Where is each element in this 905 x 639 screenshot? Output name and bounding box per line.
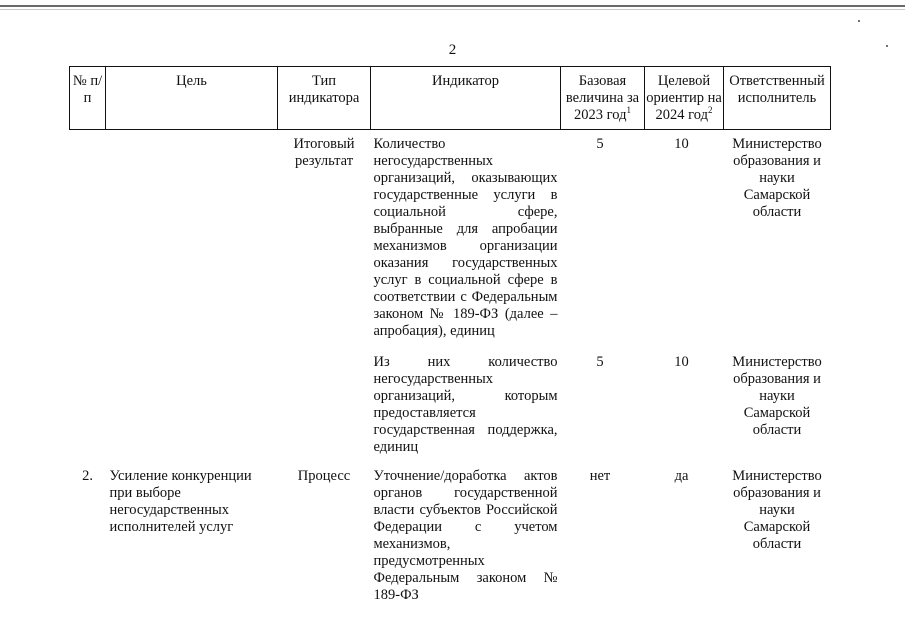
header-goal: Цель	[106, 67, 278, 130]
cell-target: 10	[674, 136, 689, 152]
cell-indicator: Уточнение/доработка актов органов государственной власти субъектов Российской Федерации с учетом механизмов, предусмотренных Федеральным законом № 189-ФЗ	[373, 468, 558, 603]
cell-type	[278, 340, 371, 456]
cell-indicator: Из них количество негосударственных организаций, которым предоставляется государственная поддержка, единиц	[373, 354, 558, 455]
header-num: № п/п	[70, 67, 106, 130]
table-row	[70, 130, 831, 341]
cell-target: 10	[674, 354, 689, 370]
cell-type: Итоговый результат	[293, 136, 355, 169]
header-target: Целевой ориентир на 2024 год$^2$	[645, 67, 724, 130]
footnote-marker: 2	[707, 105, 713, 116]
cell-indicator: Количество негосударственных организаций, оказывающих государственные услуги в социальной сфере, выбранные для апробации механизмов организации оказания государственных услуг в социальной сфере в соответствии с Федеральным законом № 189-ФЗ (далее – апробация), единиц	[373, 136, 558, 339]
cell-goal: Усиление конкуренции при выборе негосударственных исполнителей услуг	[109, 468, 252, 535]
cell-base: 5	[596, 136, 604, 152]
table-header-row	[70, 67, 831, 130]
cell-type: Процесс	[297, 468, 351, 484]
top-scan-rule-secondary	[0, 9, 905, 10]
table-row	[70, 456, 831, 604]
cell-goal	[106, 340, 278, 456]
cell-goal	[106, 130, 278, 341]
cell-base: 5	[596, 354, 604, 370]
top-scan-rule	[0, 5, 905, 7]
indicators-table	[69, 66, 831, 604]
footnote-marker: 1	[626, 105, 631, 116]
cell-responsible: Министерство образования и науки Самарской области	[732, 136, 822, 220]
table-row	[70, 340, 831, 456]
header-base: Базовая величина за 2023 год$^1$	[561, 67, 645, 130]
cell-target: да	[674, 468, 689, 484]
cell-responsible: Министерство образования и науки Самарской области	[732, 354, 822, 438]
cell-base: нет	[589, 468, 611, 484]
header-indicator: Индикатор	[371, 67, 561, 130]
header-type: Тип индикатора	[278, 67, 371, 130]
header-responsible: Ответственный исполнитель	[724, 67, 831, 130]
page-number: 2	[448, 42, 457, 58]
cell-num	[70, 130, 106, 341]
cell-responsible: Министерство образования и науки Самарской области	[732, 468, 822, 552]
cell-num	[70, 340, 106, 456]
scan-speck	[858, 20, 860, 22]
cell-num: 2.	[82, 468, 93, 484]
